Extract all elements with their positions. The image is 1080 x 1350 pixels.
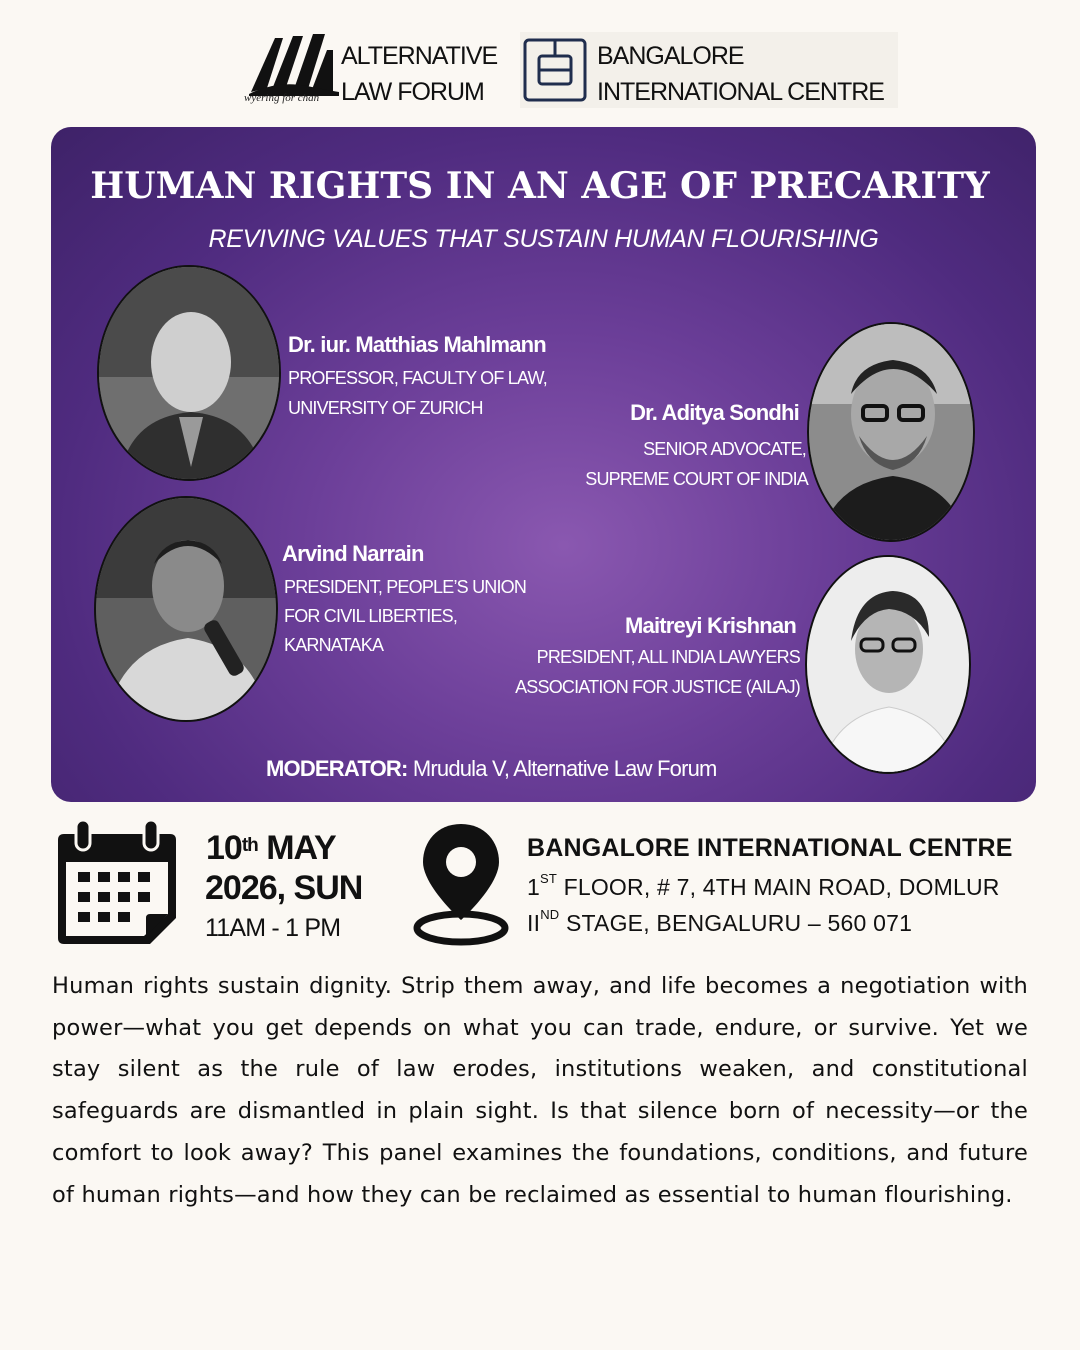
speaker-role-sondhi-line1: SENIOR ADVOCATE, [643,439,806,459]
venue-name: BANGALORE INTERNATIONAL CENTRE [527,834,1013,862]
bic-name-line1: BANGALORE [597,42,744,70]
speaker-name-krishnan: Maitreyi Krishnan [624,613,796,638]
alf-name-line1: ALTERNATIVE [341,42,498,70]
speaker-photo-mahlmann [97,265,281,481]
addr-line1-num: 1 [527,874,540,900]
moderator-label: MODERATOR: [266,756,408,781]
event-title: HUMAN RIGHTS IN AN AGE OF PRECARITY [90,165,990,207]
date-day: 10 [206,829,242,867]
speaker-role-sondhi-line2: SUPREME COURT OF INDIA [585,469,808,489]
calendar-icon [52,818,182,948]
speaker-role-krishnan-line2: ASSOCIATION FOR JUSTICE (AILAJ) [515,677,800,697]
alf-name [341,38,497,110]
speaker-photo-krishnan [805,555,971,774]
speaker-role-krishnan-line1: PRESIDENT, ALL INDIA LAWYERS [536,647,800,667]
person-silhouette-icon [807,557,969,772]
person-silhouette-icon [96,498,276,720]
speaker-name-sondhi: Dr. Aditya Sondhi [630,400,799,425]
bic-name-line2: INTERNATIONAL CENTRE [597,78,884,106]
person-silhouette-icon [809,324,973,540]
addr-line2-sup: ND [540,907,560,922]
venue-address-line2 [527,907,913,937]
bic-name [597,38,884,110]
speaker-role-narrain-line1: PRESIDENT, PEOPLE’S UNION [284,577,527,597]
date-day-suffix: th [241,835,258,856]
moderator-value: Mrudula V, Alternative Law Forum [407,756,717,781]
addr-line1-rest: FLOOR, # 7, 4TH MAIN ROAD, DOMLUR [557,874,1000,900]
speaker-role-narrain-line2: FOR CIVIL LIBERTIES, [284,606,458,626]
speaker-photo-sondhi [807,322,975,542]
alf-name-line2: LAW FORUM [341,78,484,106]
speaker-role-narrain-line3: KARNATAKA [284,635,384,655]
event-year-day: 2026, SUN [205,869,363,907]
moderator [266,756,717,782]
speaker-name-narrain: Arvind Narrain [282,541,424,566]
speaker-photo-narrain [94,496,278,722]
addr-line2-rest: STAGE, BENGALURU – 560 071 [559,910,913,936]
location-pin-icon [413,820,509,946]
date-month: MAY [257,829,336,867]
event-description: Human rights sustain dignity. Strip them away, and life becomes a negotiation with power—what you get depends on what you can trade, endure, or survive. Yet we stay silent as the rule of law erodes, institutions weaken, and constitutional safeguards are dismantled in plain sight. Is that silence born of necessity—or the comfort to look away? This panel examines the foundations, conditions, and future of human rights—and how they can be reclaimed as essential to human flourishing. [52,973,1028,1208]
speaker-role-mahlmann-line1: PROFESSOR, FACULTY OF LAW, [288,368,547,388]
event-time: 11AM - 1 PM [205,914,341,942]
venue-address-line1 [527,871,1000,901]
person-silhouette-icon [99,267,279,479]
event-subtitle: REVIVING VALUES THAT SUSTAIN HUMAN FLOURISHING [208,225,879,253]
bic-logo-icon [523,38,587,102]
speaker-role-mahlmann-line2: UNIVERSITY OF ZURICH [288,398,483,418]
addr-line2-num: II [527,910,541,936]
alf-tagline: wyering for chan [244,92,320,104]
addr-line1-sup: ST [540,871,558,886]
speaker-name-mahlmann: Dr. iur. Matthias Mahlmann [288,332,546,357]
event-date [206,828,336,868]
